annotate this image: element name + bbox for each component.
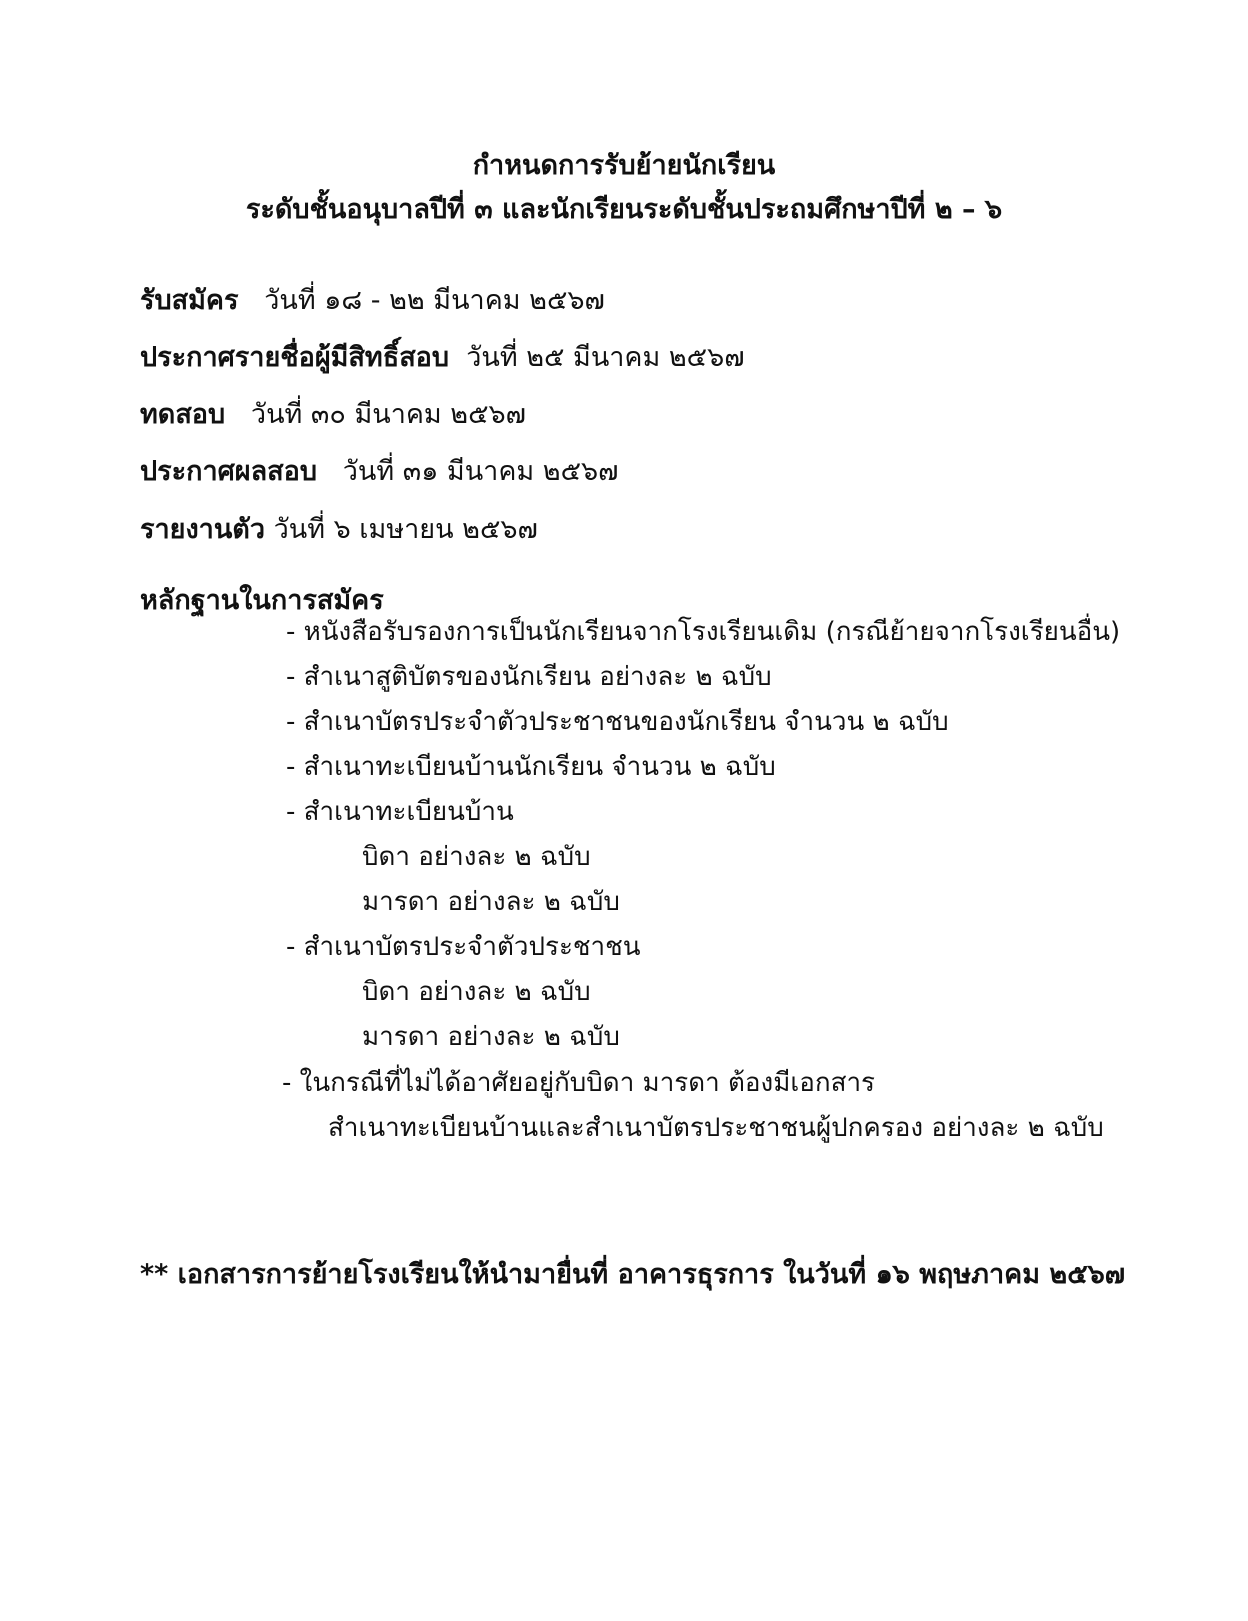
schedule-value: วันที่ ๖ เมษายน ๒๕๖๗ [273,514,538,545]
document-item: - สำเนาสูติบัตรของนักเรียน อย่างละ ๒ ฉบับ [286,662,772,692]
document-item: - สำเนาทะเบียนบ้านนักเรียน จำนวน ๒ ฉบับ [286,752,776,782]
schedule-value: วันที่ ๒๕ มีนาคม ๒๕๖๗ [466,342,745,373]
documents-heading: หลักฐานในการสมัคร [140,585,384,616]
schedule-label: รับสมัคร [140,285,239,316]
schedule-row-registration [140,285,605,317]
schedule-value: วันที่ ๓๑ มีนาคม ๒๕๖๗ [342,456,619,487]
schedule-row-results [140,456,618,488]
schedule-row-report [140,514,538,546]
schedule-row-eligible-list [140,342,745,374]
document-item: - ในกรณีที่ไม่ได้อาศัยอยู่กับบิดา มารดา ต้องมีเอกสาร [282,1068,876,1098]
schedule-value: วันที่ ๓๐ มีนาคม ๒๕๖๗ [250,399,526,430]
submission-note: ** เอกสารการย้ายโรงเรียนให้นำมายื่นที่ อาคารธุรการ ในวันที่ ๑๖ พฤษภาคม ๒๕๖๗ [140,1259,1126,1290]
schedule-label: ประกาศรายชื่อผู้มีสิทธิ์สอบ [140,342,450,373]
document-subitem: บิดา อย่างละ ๒ ฉบับ [362,977,591,1007]
page-subtitle: ระดับชั้นอนุบาลปีที่ ๓ และนักเรียนระดับชั้นประถมศึกษาปีที่ ๒ – ๖ [245,194,1003,225]
document-subitem: บิดา อย่างละ ๒ ฉบับ [362,842,591,872]
document-item: - หนังสือรับรองการเป็นนักเรียนจากโรงเรียนเดิม (กรณีย้ายจากโรงเรียนอื่น) [286,617,1121,647]
schedule-row-test [140,399,526,431]
document-subitem: มารดา อย่างละ ๒ ฉบับ [362,1022,620,1052]
document-item-continuation: สำเนาทะเบียนบ้านและสำเนาบัตรประชาชนผู้ปกครอง อย่างละ ๒ ฉบับ [328,1113,1104,1143]
document-item: - สำเนาบัตรประจำตัวประชาชน [286,932,641,962]
document-item: - สำเนาทะเบียนบ้าน [286,797,514,827]
document-subitem: มารดา อย่างละ ๒ ฉบับ [362,887,620,917]
schedule-value: วันที่ ๑๘ - ๒๒ มีนาคม ๒๕๖๗ [264,285,605,316]
page-title: กำหนดการรับย้ายนักเรียน [472,150,776,181]
document-item: - สำเนาบัตรประจำตัวประชาชนของนักเรียน จำนวน ๒ ฉบับ [286,707,949,737]
schedule-label: รายงานตัว [140,514,265,545]
schedule-label: ทดสอบ [140,399,226,430]
schedule-label: ประกาศผลสอบ [140,456,317,487]
